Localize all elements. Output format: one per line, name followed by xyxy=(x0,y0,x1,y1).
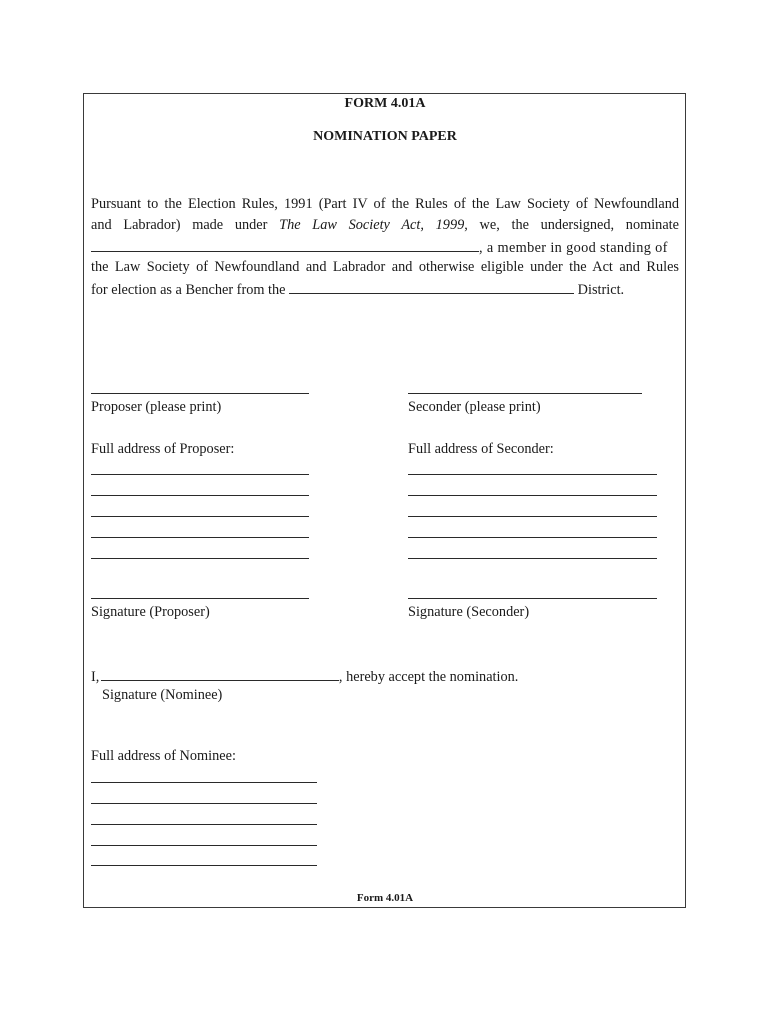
paragraph-line-4: the Law Society of Newfoundland and Labrador and otherwise eligible under the Act and Rules xyxy=(91,259,679,275)
nominee-signature-label: Signature (Nominee) xyxy=(102,687,223,703)
form-title: NOMINATION PAPER xyxy=(313,129,457,144)
seconder-signature-line[interactable] xyxy=(408,598,657,599)
paragraph-line-2-end: , we, the undersigned, nominate xyxy=(464,217,679,233)
paragraph-line-2-start: and Labrador) made under xyxy=(91,217,268,233)
seconder-address-label: Full address of Seconder: xyxy=(408,441,554,457)
proposer-address-line[interactable] xyxy=(91,474,309,475)
nominee-address-line[interactable] xyxy=(91,803,317,804)
proposer-address-line[interactable] xyxy=(91,495,309,496)
proposer-label: Proposer (please print) xyxy=(91,399,222,415)
paragraph-line-1: Pursuant to the Election Rules, 1991 (Part IV of the Rules of the Law Society of Newfoundland xyxy=(91,196,679,212)
nominee-signature-blank[interactable] xyxy=(101,665,339,681)
nominee-address-line[interactable] xyxy=(91,824,317,825)
proposer-signature-line[interactable] xyxy=(91,598,309,599)
seconder-label: Seconder (please print) xyxy=(408,399,541,415)
seconder-name-line[interactable] xyxy=(408,393,642,394)
nominee-address-line[interactable] xyxy=(91,865,317,866)
nominee-address-label: Full address of Nominee: xyxy=(91,748,236,764)
proposer-name-line[interactable] xyxy=(91,393,309,394)
seconder-signature-label: Signature (Seconder) xyxy=(408,604,530,620)
district-blank[interactable] xyxy=(289,278,574,294)
proposer-address-line[interactable] xyxy=(91,516,309,517)
paragraph-line-2 xyxy=(91,215,679,236)
paragraph-line-5 xyxy=(91,278,624,301)
nominee-acceptance xyxy=(91,665,518,688)
seconder-address-line[interactable] xyxy=(408,474,657,475)
seconder-address-line[interactable] xyxy=(408,537,657,538)
proposer-address-line[interactable] xyxy=(91,537,309,538)
paragraph-line-3-end: , a member in good standing of xyxy=(479,240,668,256)
paragraph-line-3 xyxy=(91,236,668,259)
proposer-address-line[interactable] xyxy=(91,558,309,559)
nominee-name-blank[interactable] xyxy=(91,236,479,252)
paragraph-line-5-end: District. xyxy=(577,282,625,298)
seconder-address-line[interactable] xyxy=(408,516,657,517)
form-number: FORM 4.01A xyxy=(344,96,426,111)
nominee-acceptance-start: I, xyxy=(91,669,100,685)
nominee-acceptance-end: , hereby accept the nomination. xyxy=(338,669,519,685)
seconder-address-line[interactable] xyxy=(408,558,657,559)
form-footer: Form 4.01A xyxy=(356,892,414,904)
proposer-address-label: Full address of Proposer: xyxy=(91,441,235,457)
seconder-address-line[interactable] xyxy=(408,495,657,496)
nominee-address-line[interactable] xyxy=(91,782,317,783)
nominee-address-line[interactable] xyxy=(91,845,317,846)
act-name: The Law Society Act, 1999 xyxy=(279,217,465,233)
paragraph-line-5-start: for election as a Bencher from the xyxy=(91,282,286,298)
proposer-signature-label: Signature (Proposer) xyxy=(91,604,210,620)
